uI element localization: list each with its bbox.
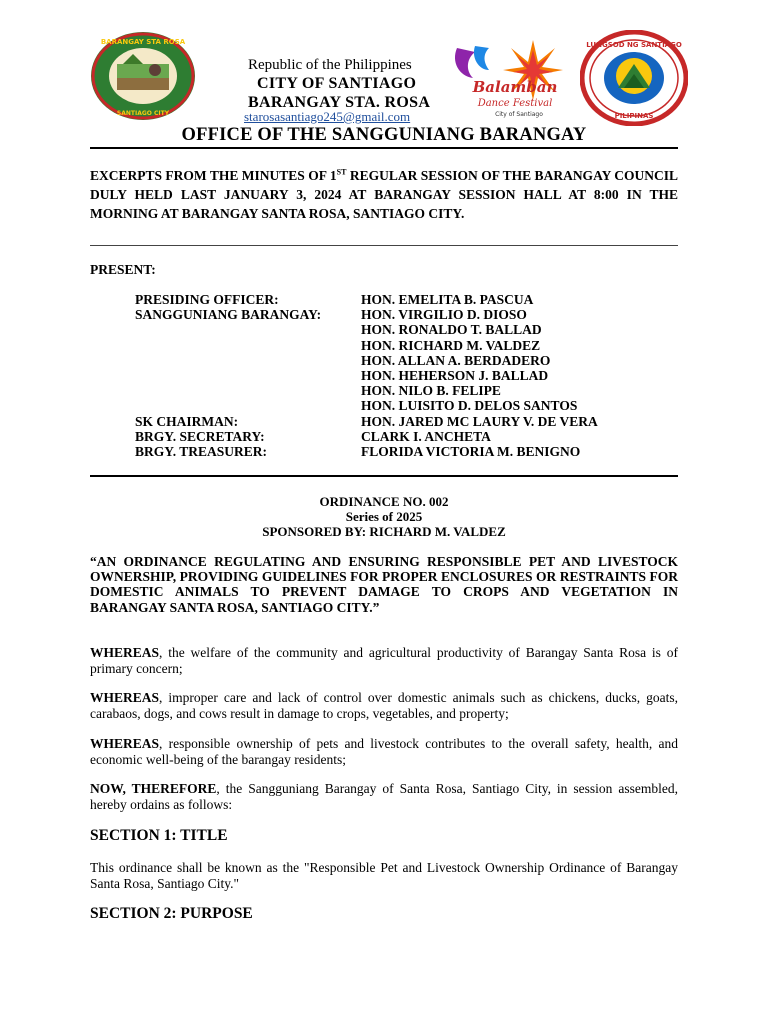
email-link[interactable]: starosasantiago245@gmail.com [244, 109, 411, 124]
attendee-row [135, 292, 598, 307]
whereas-lead: WHEREAS [90, 736, 160, 751]
attendee-row [135, 368, 598, 383]
whereas-clause [90, 736, 678, 767]
excerpt-divider [90, 245, 678, 246]
attendee-name: HON. JARED MC LAURY V. DE VERA [361, 413, 598, 429]
attendee-name: FLORIDA VICTORIA M. BENIGNO [361, 443, 581, 459]
attendee-row [135, 444, 598, 459]
excerpt-superscript: ST [336, 167, 347, 177]
ordinance-title: “AN ORDINANCE REGULATING AND ENSURING RESPONSIBLE PET AND LIVESTOCK OWNERSHIP, PROVIDING GUIDELINES FOR PROPER ENCLOSURES OR RESTRAINTS FOR DOMESTIC ANIMALS TO PREVENT DAMAGE TO CROPS AND VEGETATION IN BARANGAY SANTA ROSA, SANTIAGO CITY.” [90, 554, 678, 615]
city-line: CITY OF SANTIAGO [257, 75, 417, 92]
attendee-row [135, 414, 598, 429]
whereas-clause [90, 690, 678, 721]
now-therefore-text: , the Sangguniang Barangay of Santa Rosa, Santiago City, in session assembled, hereby ordains as follows: [90, 781, 679, 812]
attendee-name: HON. NILO B. FELIPE [361, 383, 501, 399]
whereas-lead: WHEREAS [90, 645, 160, 660]
office-title: OFFICE OF THE SANGGUNIANG BARANGAY [181, 125, 587, 145]
excerpt-text-end: REGULAR SESSION OF THE BARANGAY COUNCIL DULY HELD LAST JANUARY 3, 2024 AT BARANGAY SESSION HALL AT 8:00 IN THE MORNING AT BARANGAY SANTA ROSA, SANTIAGO CITY. [90, 168, 678, 221]
republic-line: Republic of the Philippines [248, 57, 412, 73]
attendee-name: HON. RICHARD M. VALDEZ [361, 337, 541, 353]
attendance-list [135, 292, 598, 459]
ordinance-heading [90, 494, 678, 539]
lungsod-ng-santiago-seal-icon [580, 30, 688, 126]
svg-text:Balamban: Balamban [472, 78, 558, 96]
attendee-role: BRGY. SECRETARY: [135, 428, 265, 444]
whereas-clause [90, 645, 678, 676]
attendee-row [135, 398, 598, 413]
svg-text:PILIPINAS: PILIPINAS [614, 112, 654, 120]
svg-text:SANTIAGO CITY: SANTIAGO CITY [116, 110, 170, 117]
attendee-role: SK CHAIRMAN: [135, 413, 239, 429]
ordinance-sponsor: SPONSORED BY: RICHARD M. VALDEZ [262, 524, 506, 539]
attendee-role: SANGGUNIANG BARANGAY: [135, 307, 322, 323]
barangay-line: BARANGAY STA. ROSA [248, 94, 431, 111]
section-1-heading: SECTION 1: TITLE [90, 827, 228, 844]
attendee-row [135, 383, 598, 398]
attendee-row [135, 429, 598, 444]
attendee-name: HON. HEHERSON J. BALLAD [361, 367, 549, 383]
now-therefore-lead: NOW, THEREFORE [90, 781, 217, 796]
attendee-row [135, 353, 598, 368]
attendee-name: CLARK I. ANCHETA [361, 428, 491, 444]
attendee-name: HON. ALLAN A. BERDADERO [361, 352, 551, 368]
whereas-text: , responsible ownership of pets and livestock contributes to the overall safety, health, and economic well-being of the barangay residents; [90, 736, 678, 767]
attendee-row [135, 322, 598, 337]
present-label: PRESENT: [90, 262, 156, 277]
ordinance-series: Series of 2025 [345, 509, 423, 524]
attendee-name: HON. VIRGILIO D. DIOSO [361, 307, 527, 323]
letterhead [248, 56, 458, 112]
svg-text:BARANGAY STA ROSA: BARANGAY STA ROSA [100, 38, 186, 46]
svg-text:City of Santiago: City of Santiago [495, 111, 543, 118]
excerpt-text-start: EXCERPTS FROM THE MINUTES OF 1 [90, 168, 337, 183]
barangay-sta-rosa-seal-icon [89, 30, 197, 122]
attendee-role: BRGY. TREASURER: [135, 443, 268, 459]
attendee-row [135, 307, 598, 322]
section-1-text: This ordinance shall be known as the "Responsible Pet and Livestock Ownership Ordinance of Barangay Santa Rosa, Santiago City." [90, 860, 678, 891]
svg-text:LUNGSOD NG SANTIAGO: LUNGSOD NG SANTIAGO [586, 41, 682, 49]
svg-text:Dance Festival: Dance Festival [477, 98, 553, 109]
ordinance-number: ORDINANCE NO. 002 [319, 494, 449, 509]
whereas-lead: WHEREAS [90, 690, 160, 705]
attendee-name: HON. EMELITA B. PASCUA [361, 292, 534, 307]
balamban-festival-logo-icon [449, 36, 569, 124]
now-therefore-clause [90, 781, 678, 812]
attendance-divider [90, 475, 678, 477]
attendee-role: PRESIDING OFFICER: [135, 292, 279, 307]
section-2-heading: SECTION 2: PURPOSE [90, 905, 253, 922]
attendee-name: HON. RONALDO T. BALLAD [361, 322, 542, 338]
whereas-text: , the welfare of the community and agricultural productivity of Barangay Santa Rosa is of primary concern; [90, 645, 678, 676]
whereas-text: , improper care and lack of control over domestic animals such as chickens, ducks, goats, carabaos, dogs, and cows result in damage to crops, vegetables, and property; [90, 690, 678, 721]
attendee-row [135, 338, 598, 353]
minutes-excerpt [90, 166, 678, 223]
header-divider [90, 147, 678, 149]
attendee-name: HON. LUISITO D. DELOS SANTOS [361, 398, 578, 414]
